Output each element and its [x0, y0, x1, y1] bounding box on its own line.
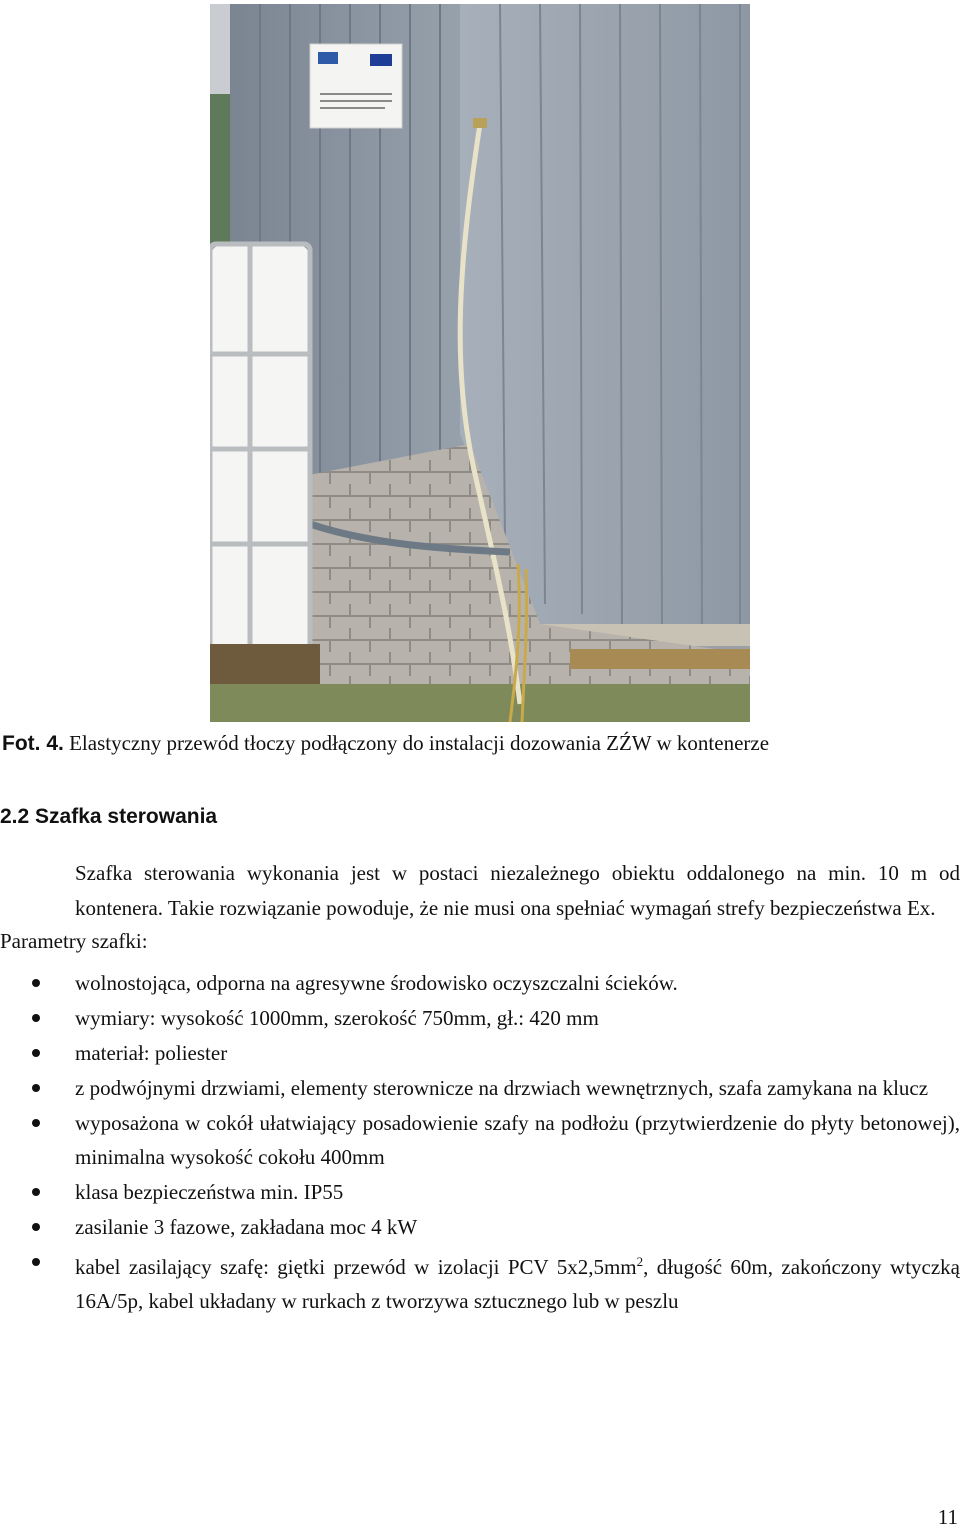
bullet-icon [32, 1258, 40, 1266]
list-item-text: wyposażona w cokół ułatwiający posadowienie szafy na podłożu (przytwierdzenie do płyty betonowej), minimalna wysokość cokołu 400mm [75, 1111, 960, 1169]
list-item [0, 1106, 960, 1174]
list-item [0, 1175, 960, 1209]
list-item-text-part2: , długość 60m, zakończony wtyczką 16A/5p, kabel układany w rurkach z tworzywa sztucznego lub w peszlu [75, 1255, 960, 1313]
page-number: 11 [937, 1505, 958, 1529]
bullet-icon [32, 1049, 40, 1057]
section-intro [0, 856, 960, 926]
caption-label: Fot. 4. [2, 732, 64, 755]
superscript: 2 [636, 1254, 644, 1269]
parameters-list [0, 966, 960, 1318]
list-item-text-part1: kabel zasilający szafę: giętki przewód w izolacji PCV 5x2,5mm [75, 1255, 637, 1279]
list-item [0, 966, 960, 1000]
list-item-text: wolnostojąca, odporna na agresywne środowisko oczyszczalni ścieków. [75, 971, 678, 995]
photo-container-hose-installation [210, 4, 750, 722]
list-item-text: klasa bezpieczeństwa min. IP55 [75, 1180, 344, 1204]
list-item [0, 1245, 960, 1318]
list-item [0, 1210, 960, 1244]
intro-paragraph: Szafka sterowania wykonania jest w postaci niezależnego obiektu oddalonego na min. 10 m od kontenera. Takie rozwiązanie powoduje, że nie musi ona spełniać wymagań strefy bezpieczeństwa Ex. [75, 861, 960, 920]
list-item-text: z podwójnymi drzwiami, elementy sterownicze na drzwiach wewnętrznych, szafa zamykana na klucz [75, 1076, 929, 1100]
section-heading: 2.2 Szafka sterowania [0, 805, 218, 828]
params-label: Parametry szafki: [0, 929, 148, 953]
bullet-icon [32, 1223, 40, 1231]
list-item [0, 1036, 960, 1070]
photo-illustration [210, 4, 750, 722]
bullet-icon [32, 1119, 40, 1127]
list-item-text: zasilanie 3 fazowe, zakładana moc 4 kW [75, 1215, 418, 1239]
list-item-text: wymiary: wysokość 1000mm, szerokość 750mm, gł.: 420 mm [75, 1006, 599, 1030]
bullet-icon [32, 979, 40, 987]
photo-caption [2, 731, 769, 756]
list-item [0, 1001, 960, 1035]
bullet-icon [32, 1014, 40, 1022]
list-item-text: materiał: poliester [75, 1041, 228, 1065]
caption-text: Elastyczny przewód tłoczy podłączony do instalacji dozowania ZŹW w kontenerze [69, 731, 770, 755]
bullet-icon [32, 1188, 40, 1196]
bullet-icon [32, 1084, 40, 1092]
list-item [0, 1071, 960, 1105]
